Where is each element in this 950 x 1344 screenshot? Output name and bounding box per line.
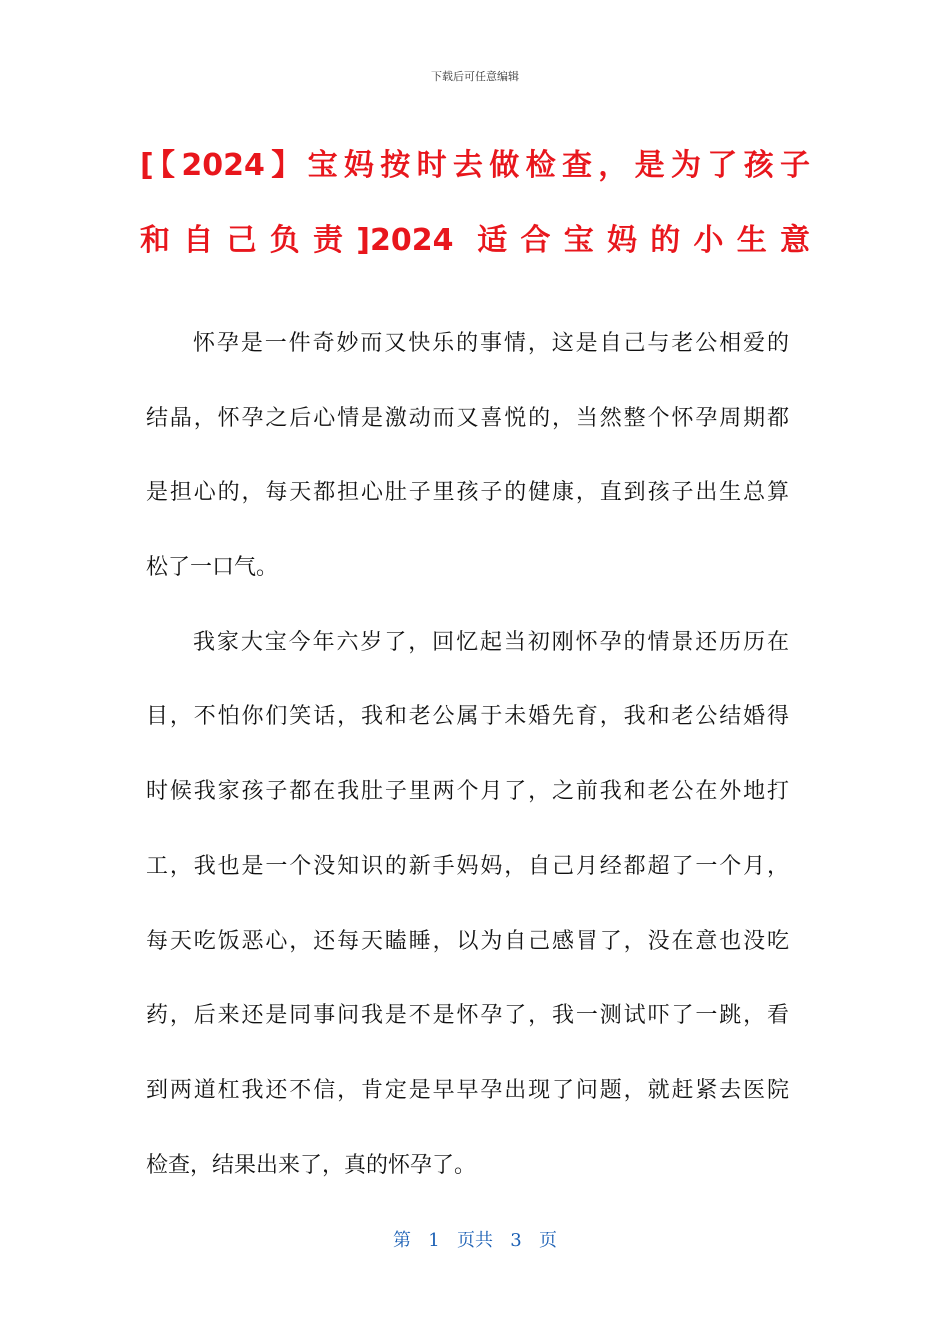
title-line-2: 和自己负责]2024 适合宝妈的小生意 [140, 222, 810, 258]
document-title [140, 142, 810, 291]
paragraph-line: 到两道杠我还不信，肯定是早早孕出现了问题，就赶紧去医院 [146, 1077, 789, 1103]
footer-total-pages: 3 [510, 1230, 522, 1251]
footer-prefix: 第 [393, 1230, 411, 1251]
header-note: 下载后可任意编辑 [431, 70, 519, 83]
paragraph-1 [146, 320, 789, 619]
paragraph-line: 时候我家孩子都在我肚子里两个月了，之前我和老公在外地打 [146, 779, 789, 805]
paragraph-line: 是担心的，每天都担心肚子里孩子的健康，直到孩子出生总算 [146, 480, 789, 506]
paragraph-line: 松了一口气。 [146, 555, 279, 581]
footer-page-number: 1 [428, 1230, 440, 1251]
document-body [146, 320, 789, 1216]
paragraph-2 [146, 619, 789, 1217]
paragraph-line: 结晶，怀孕之后心情是激动而又喜悦的，当然整个怀孕周期都 [146, 405, 789, 431]
paragraph-line: 怀孕是一件奇妙而又快乐的事情，这是自己与老公相爱的 [193, 331, 789, 356]
paragraph-line: 目，不怕你们笑话，我和老公属于未婚先育，我和老公结婚得 [146, 704, 789, 730]
footer-suffix: 页 [539, 1230, 557, 1251]
paragraph-line: 检查，结果出来了，真的怀孕了。 [146, 1152, 477, 1178]
paragraph-line: 药，后来还是同事问我是不是怀孕了，我一测试吓了一跳，看 [146, 1003, 789, 1029]
title-line-1: [【2024】宝妈按时去做检查，是为了孩子 [140, 148, 810, 183]
paragraph-line: 每天吃饭恶心，还每天瞌睡，以为自己感冒了，没在意也没吃 [146, 928, 789, 954]
paragraph-line: 我家大宝今年六岁了，回忆起当初刚怀孕的情景还历历在 [193, 629, 789, 655]
paragraph-line: 工，我也是一个没知识的新手妈妈，自己月经都超了一个月， [146, 853, 789, 879]
footer-middle: 页共 [457, 1230, 493, 1251]
page-footer [0, 1226, 950, 1252]
